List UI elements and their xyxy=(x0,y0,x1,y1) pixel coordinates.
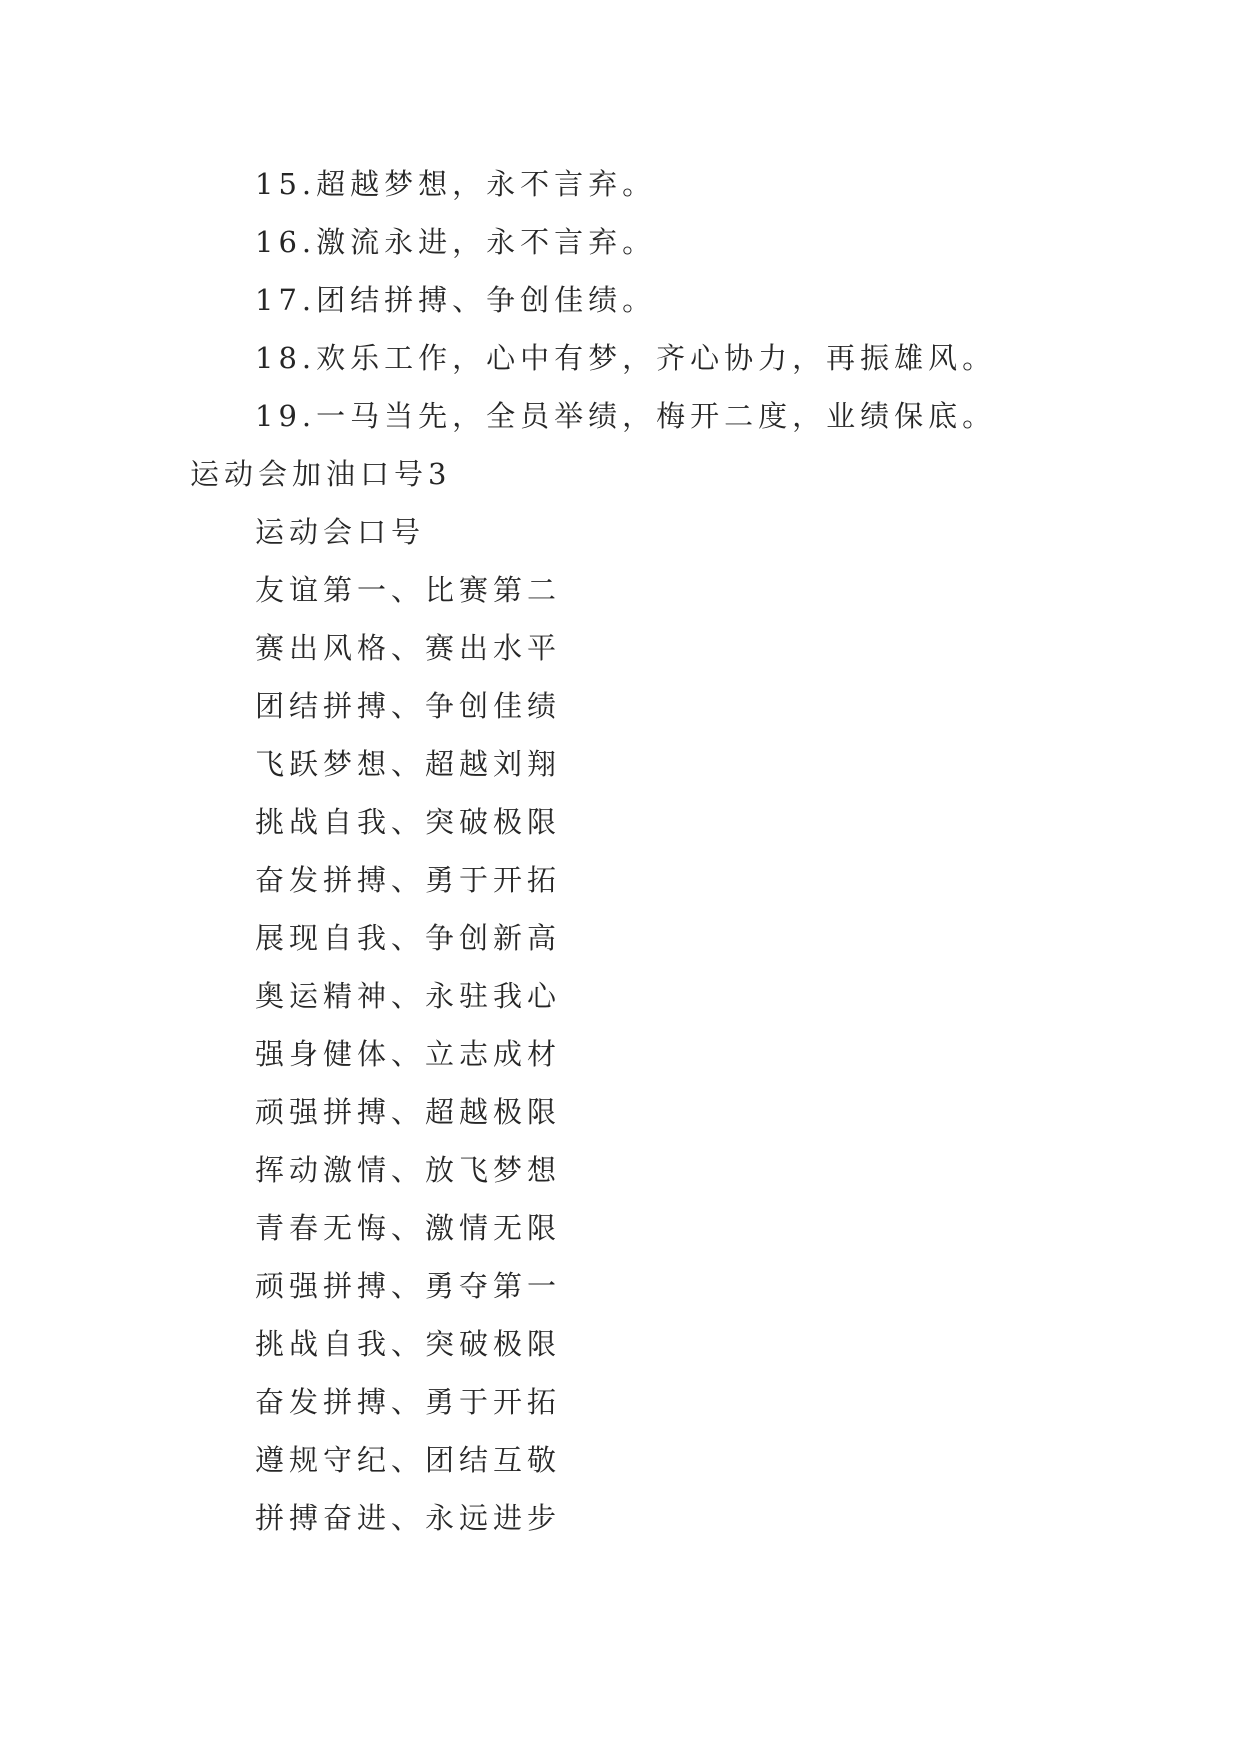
slogan-line: 青春无悔、激情无限 xyxy=(255,1211,562,1245)
slogan-line: 拼搏奋进、永远进步 xyxy=(255,1501,562,1535)
slogan-line: 奋发拼搏、勇于开拓 xyxy=(255,863,562,897)
slogan-line: 挥动激情、放飞梦想 xyxy=(255,1153,562,1187)
section-heading: 运动会加油口号3 xyxy=(190,457,452,491)
slogan-line: 飞跃梦想、超越刘翔 xyxy=(255,747,562,781)
numbered-item: 15.超越梦想，永不言弃。 xyxy=(255,167,657,201)
slogan-line: 挑战自我、突破极限 xyxy=(255,1327,562,1361)
slogan-line: 顽强拼搏、超越极限 xyxy=(255,1095,562,1129)
slogan-line: 展现自我、争创新高 xyxy=(255,921,562,955)
numbered-item: 18.欢乐工作，心中有梦，齐心协力，再振雄风。 xyxy=(255,341,997,375)
slogan-line: 奋发拼搏、勇于开拓 xyxy=(255,1385,562,1419)
slogan-line: 挑战自我、突破极限 xyxy=(255,805,562,839)
numbered-item: 19.一马当先，全员举绩，梅开二度，业绩保底。 xyxy=(255,399,997,433)
slogan-line: 奥运精神、永驻我心 xyxy=(255,979,562,1013)
slogan-line: 赛出风格、赛出水平 xyxy=(255,631,562,665)
numbered-item: 16.激流永进，永不言弃。 xyxy=(255,225,657,259)
slogan-line: 遵规守纪、团结互敬 xyxy=(255,1443,562,1477)
subheading: 运动会口号 xyxy=(255,515,426,549)
slogan-line: 团结拼搏、争创佳绩 xyxy=(255,689,562,723)
slogan-line: 友谊第一、比赛第二 xyxy=(255,573,562,607)
slogan-line: 强身健体、立志成材 xyxy=(255,1037,562,1071)
numbered-item: 17.团结拼搏、争创佳绩。 xyxy=(255,283,657,317)
slogan-line: 顽强拼搏、勇夺第一 xyxy=(255,1269,562,1303)
